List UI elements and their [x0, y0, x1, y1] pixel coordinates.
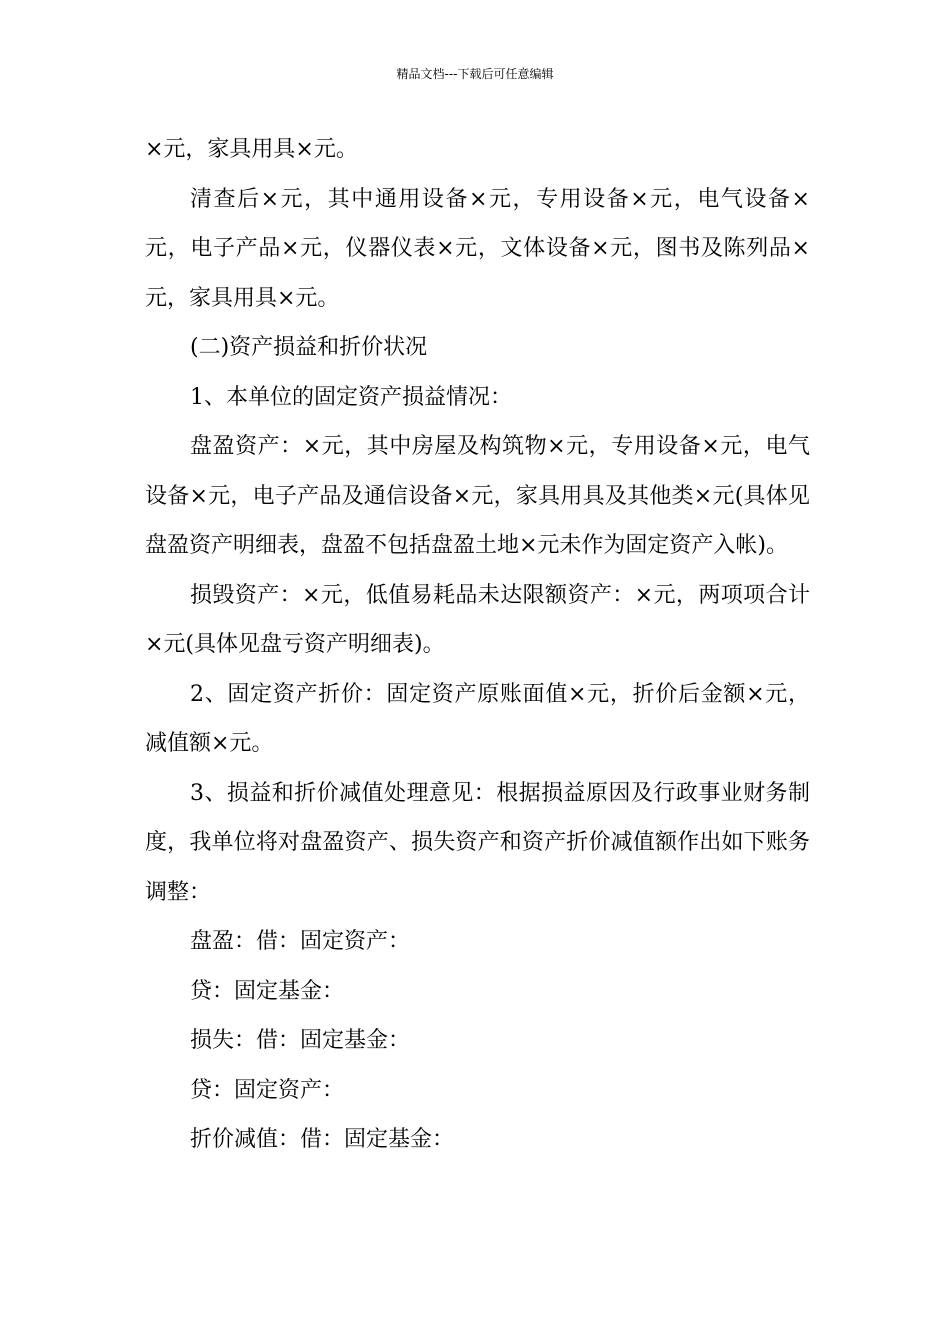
header-note: 精品文档---下载后可任意编辑 [396, 67, 554, 81]
journal-entry: 损失：借：固定基金： [190, 1028, 411, 1053]
journal-entry: 盘盈：借：固定资产： [190, 929, 411, 954]
paragraph: 1、本单位的固定资产损益情况： [190, 384, 512, 410]
journal-entry: 贷：固定资产： [190, 1077, 345, 1103]
paragraph: ×元，家具用具×元。 [145, 137, 358, 162]
paragraph: 损毁资产：×元，低值易耗品未达限额资产：×元，两项项合计×元(具体见盘亏资产明细表)。 [145, 582, 810, 657]
journal-entry: 折价减值：借：固定基金： [190, 1127, 455, 1152]
document-body [145, 125, 810, 1165]
paragraph: 2、固定资产折价：固定资产原账面值×元，折价后金额×元，减值额×元。 [145, 681, 810, 756]
journal-entry: 贷：固定基金： [190, 978, 345, 1004]
paragraph: 3、损益和折价减值处理意见：根据损益原因及行政事业财务制度，我单位将对盘盈资产、损失资产和资产折价减值额作出如下账务调整： [145, 780, 810, 905]
paragraph: 清查后×元，其中通用设备×元，专用设备×元，电气设备×元，电子产品×元，仪器仪表×元，文体设备×元，图书及陈列品×元，家具用具×元。 [145, 186, 810, 311]
section-heading: (二)资产损益和折价状况 [190, 335, 428, 360]
paragraph: 盘盈资产：×元，其中房屋及构筑物×元，专用设备×元，电气设备×元，电子产品及通信设备×元，家具用具及其他类×元(具体见盘盈资产明细表，盘盈不包括盘盈土地×元未作为固定资产入帐)。 [145, 434, 810, 558]
